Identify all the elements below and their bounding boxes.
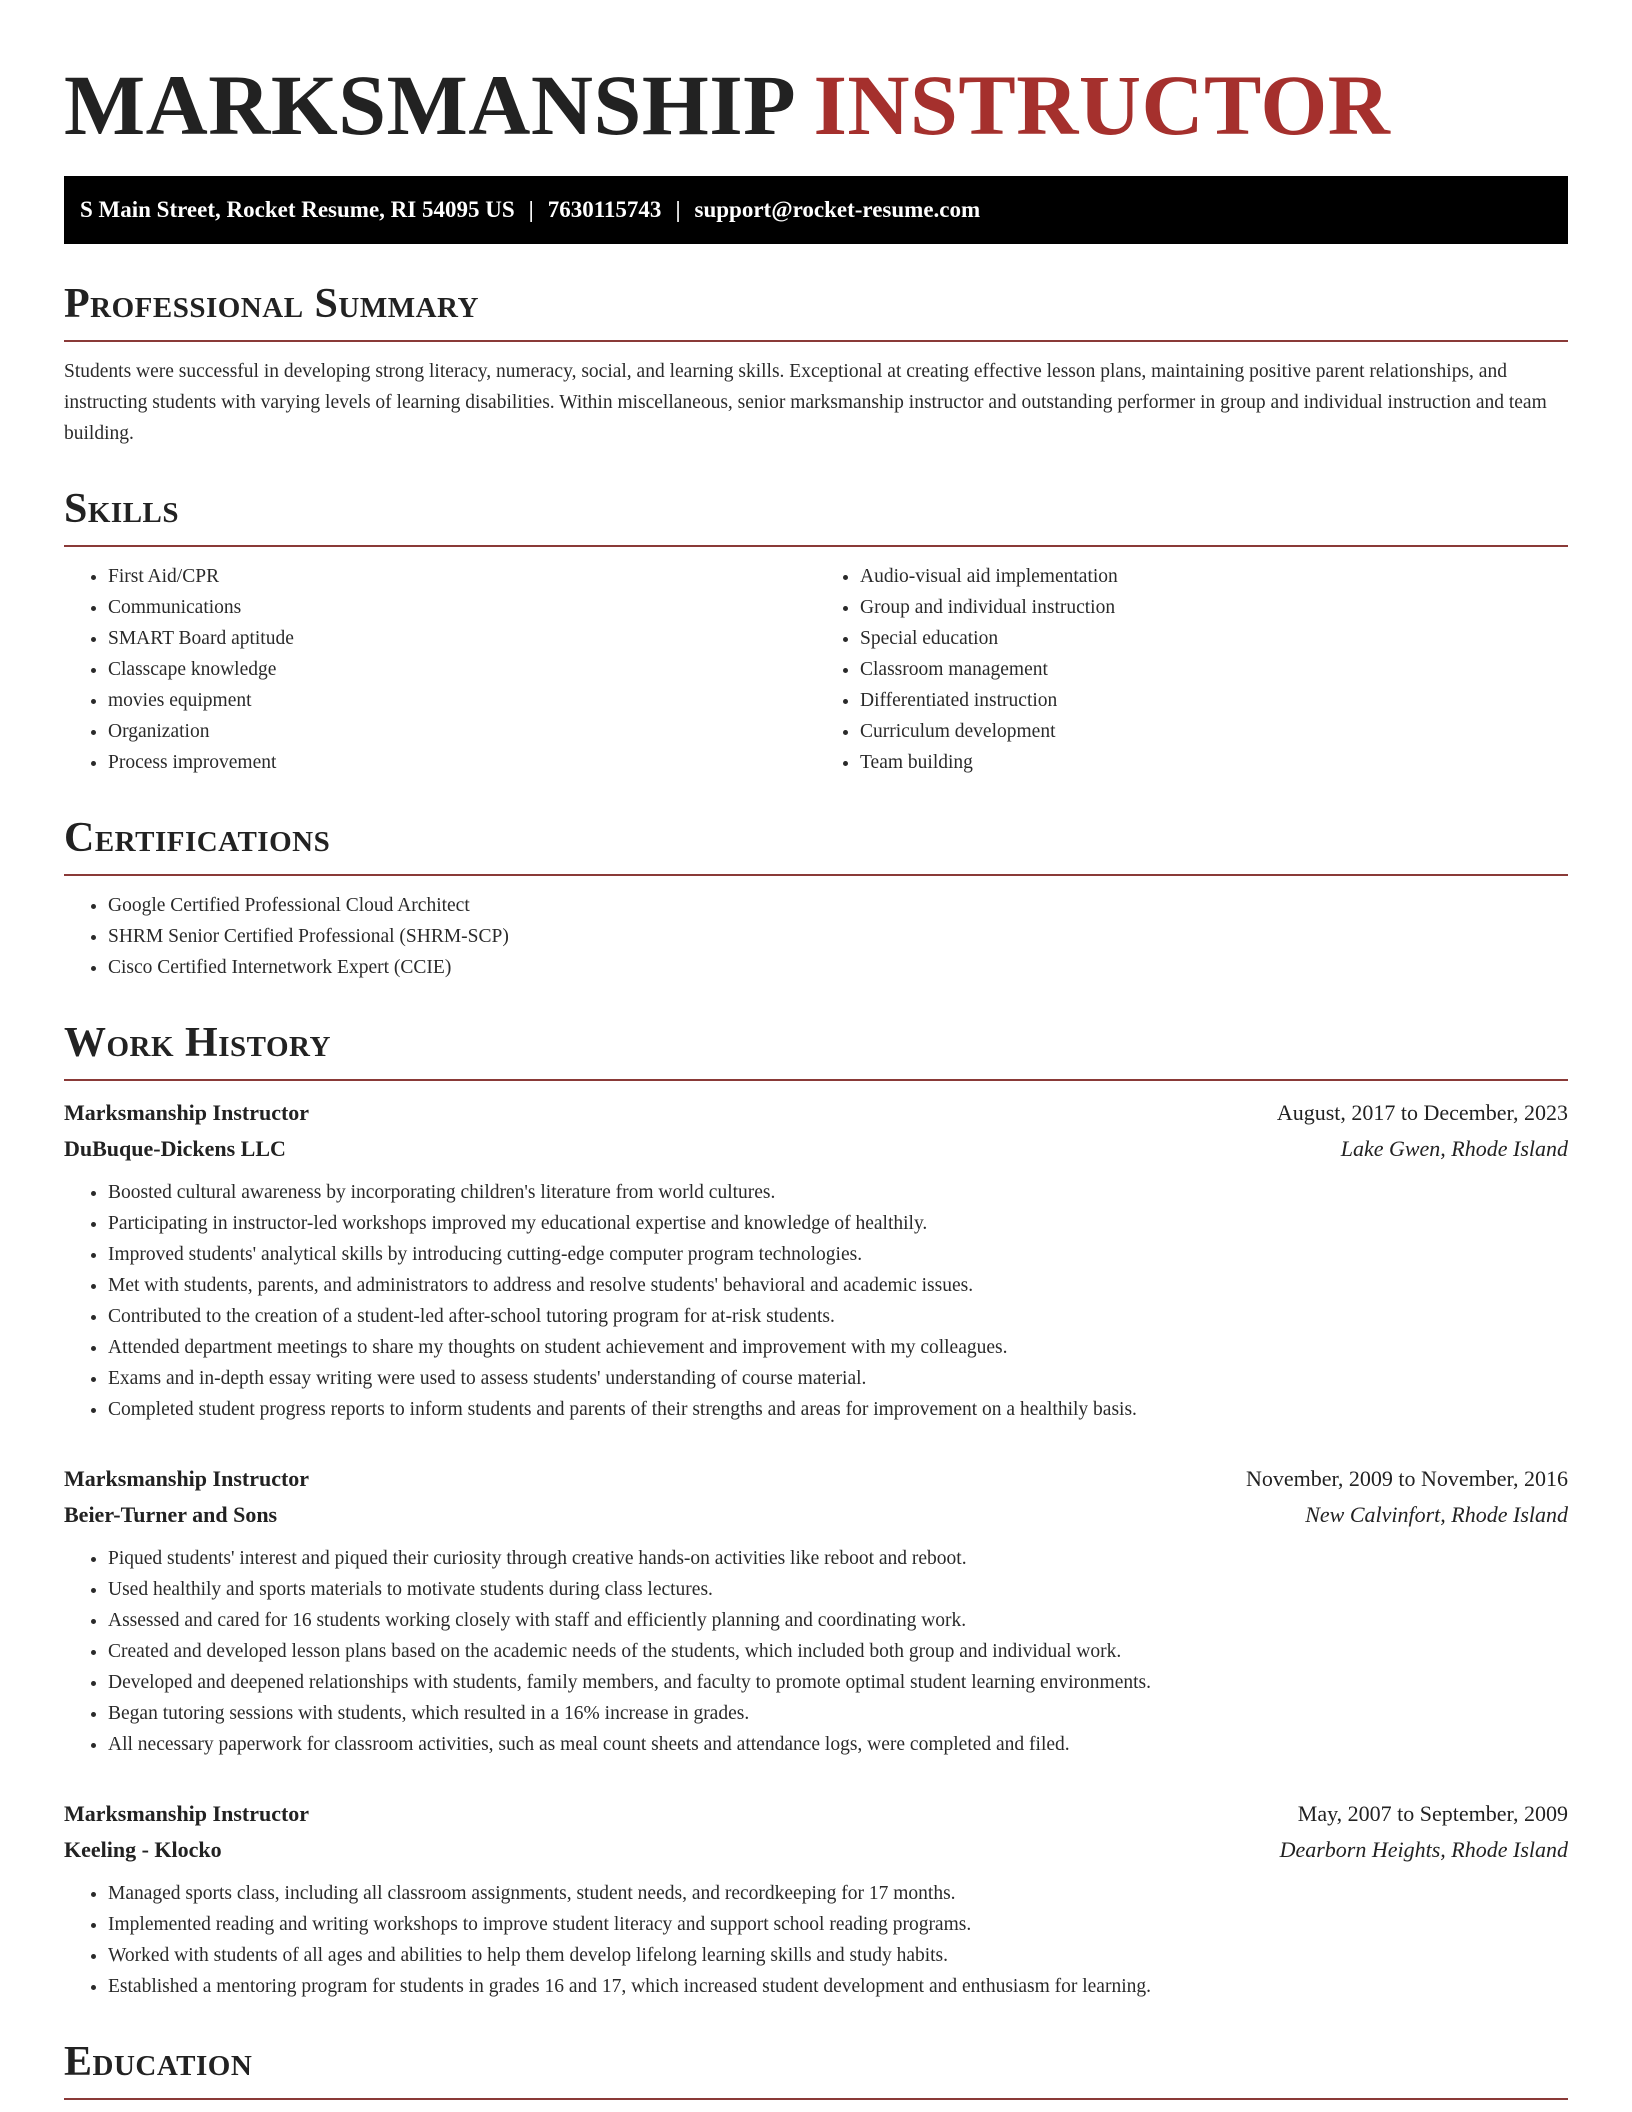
skills-list-right bbox=[816, 561, 1568, 778]
job-location: Dearborn Heights, Rhode Island bbox=[1279, 1837, 1568, 1862]
job-bullets bbox=[64, 1177, 1568, 1425]
skill-item: • Process improvement bbox=[108, 747, 816, 778]
job-bullets bbox=[64, 1543, 1568, 1760]
job-bullet: • Boosted cultural awareness by incorporating children's literature from world cultures. bbox=[108, 1177, 1568, 1208]
job-company: Beier-Turner and Sons bbox=[64, 1502, 278, 1527]
job-entry bbox=[64, 1796, 1568, 2002]
skill-item: • Group and individual instruction bbox=[860, 592, 1568, 623]
job-dates: November, 2009 to November, 2016 bbox=[1245, 1466, 1568, 1491]
skills-section bbox=[64, 483, 1568, 778]
job-header-row bbox=[64, 1461, 1568, 1497]
job-company-row bbox=[64, 1131, 1568, 1167]
skill-item: • Organization bbox=[108, 716, 816, 747]
skills-list-left bbox=[64, 561, 816, 778]
job-entry bbox=[64, 1095, 1568, 1425]
skill-item: • Audio-visual aid implementation bbox=[860, 561, 1568, 592]
job-dates: August, 2017 to December, 2023 bbox=[1276, 1100, 1568, 1125]
skill-item: • Classroom management bbox=[860, 654, 1568, 685]
contact-separator: | bbox=[675, 197, 681, 222]
contact-phone: 7630115743 bbox=[547, 197, 662, 222]
job-bullet: • Piqued students' interest and piqued their curiosity through creative hands-on activities like reboot and reboot. bbox=[108, 1543, 1568, 1574]
skill-item: • SMART Board aptitude bbox=[108, 623, 816, 654]
skill-item: • Differentiated instruction bbox=[860, 685, 1568, 716]
job-title: Marksmanship Instructor bbox=[64, 1466, 310, 1491]
job-bullet: • Established a mentoring program for students in grades 16 and 17, which increased student development and enthusiasm for learning. bbox=[108, 1971, 1568, 2002]
certification-item: • Cisco Certified Internetwork Expert (CCIE) bbox=[108, 952, 1568, 983]
job-bullet: • Met with students, parents, and administrators to address and resolve students' behavioral and academic issues. bbox=[108, 1270, 1568, 1301]
job-location: New Calvinfort, Rhode Island bbox=[1305, 1502, 1568, 1527]
job-bullet: • Began tutoring sessions with students, which resulted in a 16% increase in grades. bbox=[108, 1698, 1568, 1729]
section-title-certifications: Certifications bbox=[64, 812, 1568, 876]
job-bullet: • Created and developed lesson plans based on the academic needs of the students, which included both group and individual work. bbox=[108, 1636, 1568, 1667]
job-company: Keeling - Klocko bbox=[64, 1837, 222, 1862]
job-bullets bbox=[64, 1878, 1568, 2002]
job-bullet: • Participating in instructor-led workshops improved my educational expertise and knowledge of healthily. bbox=[108, 1208, 1568, 1239]
skill-item: • Communications bbox=[108, 592, 816, 623]
skill-item: • movies equipment bbox=[108, 685, 816, 716]
job-bullet: • All necessary paperwork for classroom activities, such as meal count sheets and attendance logs, were completed and filed. bbox=[108, 1729, 1568, 1760]
education-section bbox=[64, 2036, 1568, 2100]
job-bullet: • Managed sports class, including all classroom assignments, student needs, and recordkeeping for 17 months. bbox=[108, 1878, 1568, 1909]
contact-email: support@rocket-resume.com bbox=[694, 197, 981, 222]
job-bullet: • Implemented reading and writing workshops to improve student literacy and support school reading programs. bbox=[108, 1909, 1568, 1940]
certification-item: • Google Certified Professional Cloud Architect bbox=[108, 890, 1568, 921]
name-first: MARKSMANSHIP bbox=[64, 57, 792, 153]
job-title: Marksmanship Instructor bbox=[64, 1100, 310, 1125]
skill-item: • Team building bbox=[860, 747, 1568, 778]
job-bullet: • Used healthily and sports materials to motivate students during class lectures. bbox=[108, 1574, 1568, 1605]
job-company-row bbox=[64, 1497, 1568, 1533]
job-bullet: • Developed and deepened relationships with students, family members, and faculty to promote optimal student learning environments. bbox=[108, 1667, 1568, 1698]
section-title-education: Education bbox=[64, 2036, 1568, 2100]
name-last: INSTRUCTOR bbox=[813, 57, 1391, 153]
work-history-section bbox=[64, 1017, 1568, 2002]
contact-address: S Main Street, Rocket Resume, RI 54095 US bbox=[80, 197, 515, 222]
job-bullet: • Exams and in-depth essay writing were used to assess students' understanding of course material. bbox=[108, 1363, 1568, 1394]
section-title-summary: Professional Summary bbox=[64, 278, 1568, 342]
skill-item: • Curriculum development bbox=[860, 716, 1568, 747]
job-dates: May, 2007 to September, 2009 bbox=[1297, 1801, 1568, 1826]
section-title-work-history: Work History bbox=[64, 1017, 1568, 1081]
certifications-section bbox=[64, 812, 1568, 983]
summary-text: Students were successful in developing strong literacy, numeracy, social, and learning skills. Exceptional at creating effective lesson plans, maintaining positive parent relationships, and instructing students with varying levels of learning disabilities. Within miscellaneous, senior marksmanship instructor and outstanding performer in group and individual instruction and team building. bbox=[64, 361, 1547, 444]
resume-name bbox=[64, 56, 1568, 154]
job-bullet: • Attended department meetings to share my thoughts on student achievement and improvement with my colleagues. bbox=[108, 1332, 1568, 1363]
job-company-row bbox=[64, 1832, 1568, 1868]
job-bullet: • Contributed to the creation of a student-led after-school tutoring program for at-risk students. bbox=[108, 1301, 1568, 1332]
contact-bar bbox=[64, 176, 1568, 244]
job-header-row bbox=[64, 1095, 1568, 1131]
job-entry bbox=[64, 1461, 1568, 1760]
job-bullet: • Completed student progress reports to inform students and parents of their strengths and areas for improvement on a healthily basis. bbox=[108, 1394, 1568, 1425]
contact-separator: | bbox=[528, 197, 534, 222]
section-title-skills: Skills bbox=[64, 483, 1568, 547]
skill-item: • First Aid/CPR bbox=[108, 561, 816, 592]
job-bullet: • Worked with students of all ages and abilities to help them develop lifelong learning skills and study habits. bbox=[108, 1940, 1568, 1971]
job-bullet: • Assessed and cared for 16 students working closely with staff and efficiently planning and coordinating work. bbox=[108, 1605, 1568, 1636]
job-bullet: • Improved students' analytical skills by introducing cutting-edge computer program technologies. bbox=[108, 1239, 1568, 1270]
certifications-list bbox=[64, 890, 1568, 983]
skill-item: • Special education bbox=[860, 623, 1568, 654]
job-company: DuBuque-Dickens LLC bbox=[64, 1136, 286, 1161]
skills-grid bbox=[64, 547, 1568, 778]
job-location: Lake Gwen, Rhode Island bbox=[1340, 1136, 1568, 1161]
summary-section bbox=[64, 278, 1568, 449]
job-title: Marksmanship Instructor bbox=[64, 1801, 310, 1826]
job-header-row bbox=[64, 1796, 1568, 1832]
skill-item: • Classcape knowledge bbox=[108, 654, 816, 685]
certification-item: • SHRM Senior Certified Professional (SHRM-SCP) bbox=[108, 921, 1568, 952]
